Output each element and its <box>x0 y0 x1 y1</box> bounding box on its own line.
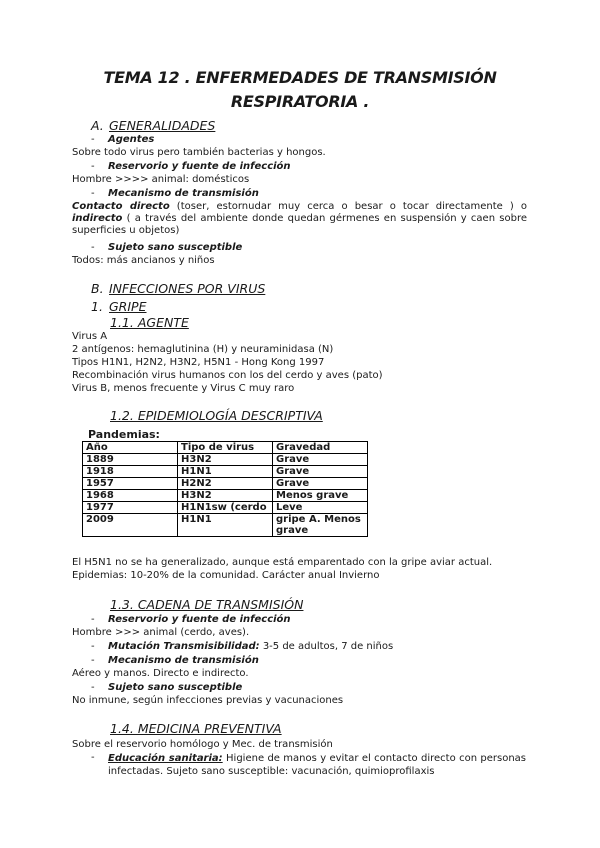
table-row <box>83 454 368 466</box>
mutacion-text: 3-5 de adultos, 7 de niños <box>259 641 394 652</box>
cadena-sujeto-label: Sujeto sano susceptible <box>108 682 243 693</box>
pandemias-title: Pandemias: <box>88 428 160 441</box>
agente-line: Tipos H1N1, H2N2, H3N2, H5N1 - Hong Kong 1997 <box>72 357 325 368</box>
cadena-mecanismo-subheading: - Mecanismo de transmisión <box>91 655 259 666</box>
sujeto-subheading: - Sujeto sano susceptible <box>91 242 243 253</box>
agente-line: Virus A <box>72 331 108 342</box>
sujeto-label: Sujeto sano susceptible <box>108 242 243 253</box>
table-cell: 1977 <box>83 502 178 514</box>
table-cell: H1N1sw (cerdo <box>178 502 273 514</box>
table-row <box>83 490 368 502</box>
cadena-mecanismo-label: Mecanismo de transmisión <box>108 655 259 666</box>
reservorio-subheading: - Reservorio y fuente de infección <box>91 161 291 172</box>
table-cell: Grave <box>273 454 368 466</box>
cadena-reservorio-subheading: - Reservorio y fuente de infección <box>91 614 291 625</box>
table-cell: 1889 <box>83 454 178 466</box>
reservorio-text: Hombre >>>> animal: domésticos <box>72 174 250 185</box>
table-cell: gripe A. Menos grave <box>273 514 368 537</box>
section-a-heading <box>91 118 215 133</box>
indirecto-term: indirecto <box>72 213 123 224</box>
table-row <box>83 466 368 478</box>
agente-line: 2 antígenos: hemaglutinina (H) y neuraminidasa (N) <box>72 344 334 355</box>
agente-line: Recombinación virus humanos con los del cerdo y aves (pato) <box>72 370 383 381</box>
epidemiologia-note: Epidemias: 10-20% de la comunidad. Carácter anual Invierno <box>72 570 380 581</box>
section-b-label: B. <box>91 281 104 296</box>
mecanismo-subheading: - Mecanismo de transmisión <box>91 188 259 199</box>
agentes-label: Agentes <box>108 134 155 145</box>
table-cell: 1968 <box>83 490 178 502</box>
section-b-title: INFECCIONES POR VIRUS <box>109 281 266 296</box>
table-cell: H3N2 <box>178 490 273 502</box>
agentes-text: Sobre todo virus pero también bacterias y hongos. <box>72 147 326 158</box>
table-row <box>83 478 368 490</box>
table-cell: H1N1 <box>178 466 273 478</box>
table-cell: 1918 <box>83 466 178 478</box>
cadena-sujeto-subheading: - Sujeto sano susceptible <box>91 682 243 693</box>
gripe-label: 1. <box>91 299 103 314</box>
table-cell: Leve <box>273 502 368 514</box>
mecanismo-label: Mecanismo de transmisión <box>108 188 259 199</box>
pandemias-table-wrap <box>82 441 368 537</box>
educacion-paragraph <box>108 752 526 778</box>
cadena-mecanismo-text: Aéreo y manos. Directo e indirecto. <box>72 668 249 679</box>
reservorio-label: Reservorio y fuente de infección <box>108 161 291 172</box>
cadena-heading: 1.3. CADENA DE TRANSMISIÓN <box>110 597 304 612</box>
cadena-sujeto-text: No inmune, según infecciones previas y vacunaciones <box>72 695 344 706</box>
gripe-heading <box>91 299 147 314</box>
table-row <box>83 514 368 537</box>
table-cell: Grave <box>273 466 368 478</box>
column-header: Tipo de virus <box>178 442 273 454</box>
table-cell: H2N2 <box>178 478 273 490</box>
mutacion-label: Mutación Transmisibilidad: <box>108 641 260 652</box>
epidemiologia-note: El H5N1 no se ha generalizado, aunque está emparentado con la gripe aviar actual. <box>72 557 493 568</box>
table-cell: Grave <box>273 478 368 490</box>
table-cell: Menos grave <box>273 490 368 502</box>
mutacion-line: - Mutación Transmisibilidad: 3-5 de adultos, 7 de niños <box>91 641 394 652</box>
gripe-title: GRIPE <box>109 299 147 314</box>
section-a-title: GENERALIDADES <box>109 118 216 133</box>
indirecto-text: ( a través del ambiente donde quedan gérmenes en suspensión y caen sobre superficies u objetos) <box>72 213 527 236</box>
page-title: TEMA 12 . ENFERMEDADES DE TRANSMISIÓN <box>103 68 497 87</box>
mecanismo-paragraph <box>72 201 527 237</box>
epidemiologia-heading: 1.2. EPIDEMIOLOGÍA DESCRIPTIVA <box>110 408 323 423</box>
section-a-label: A. <box>91 118 104 133</box>
column-header: Gravedad <box>273 442 368 454</box>
table-cell: 1957 <box>83 478 178 490</box>
table-cell: 2009 <box>83 514 178 537</box>
cadena-reservorio-text: Hombre >>> animal (cerdo, aves). <box>72 627 250 638</box>
page-title-line2: RESPIRATORIA . <box>230 92 370 111</box>
educacion-label: Educación sanitaria: <box>108 753 223 764</box>
table-cell: H1N1 <box>178 514 273 537</box>
pandemias-table <box>82 441 368 537</box>
table-row <box>83 502 368 514</box>
agente-heading: 1.1. AGENTE <box>110 315 189 330</box>
educacion-dash: - <box>91 752 95 763</box>
table-cell: H3N2 <box>178 454 273 466</box>
agentes-subheading: - Agentes <box>91 134 155 145</box>
sujeto-text: Todos: más ancianos y niños <box>72 255 215 266</box>
column-header: Año <box>83 442 178 454</box>
agente-line: Virus B, menos frecuente y Virus C muy raro <box>72 383 295 394</box>
educacion-text: Higiene de manos y evitar el contacto directo con personas infectadas. Sujeto sano susceptible: vacunación, quimioprofilaxis <box>108 753 526 777</box>
contacto-directo-text: (toser, estornudar muy cerca o besar o tocar directamente ) o <box>169 201 527 212</box>
table-header-row <box>83 442 368 454</box>
medicina-heading: 1.4. MEDICINA PREVENTIVA <box>110 721 282 736</box>
medicina-intro: Sobre el reservorio homólogo y Mec. de transmisión <box>72 739 333 750</box>
cadena-reservorio-label: Reservorio y fuente de infección <box>108 614 291 625</box>
section-b-heading <box>91 281 265 296</box>
contacto-directo-term: Contacto directo <box>72 201 170 212</box>
